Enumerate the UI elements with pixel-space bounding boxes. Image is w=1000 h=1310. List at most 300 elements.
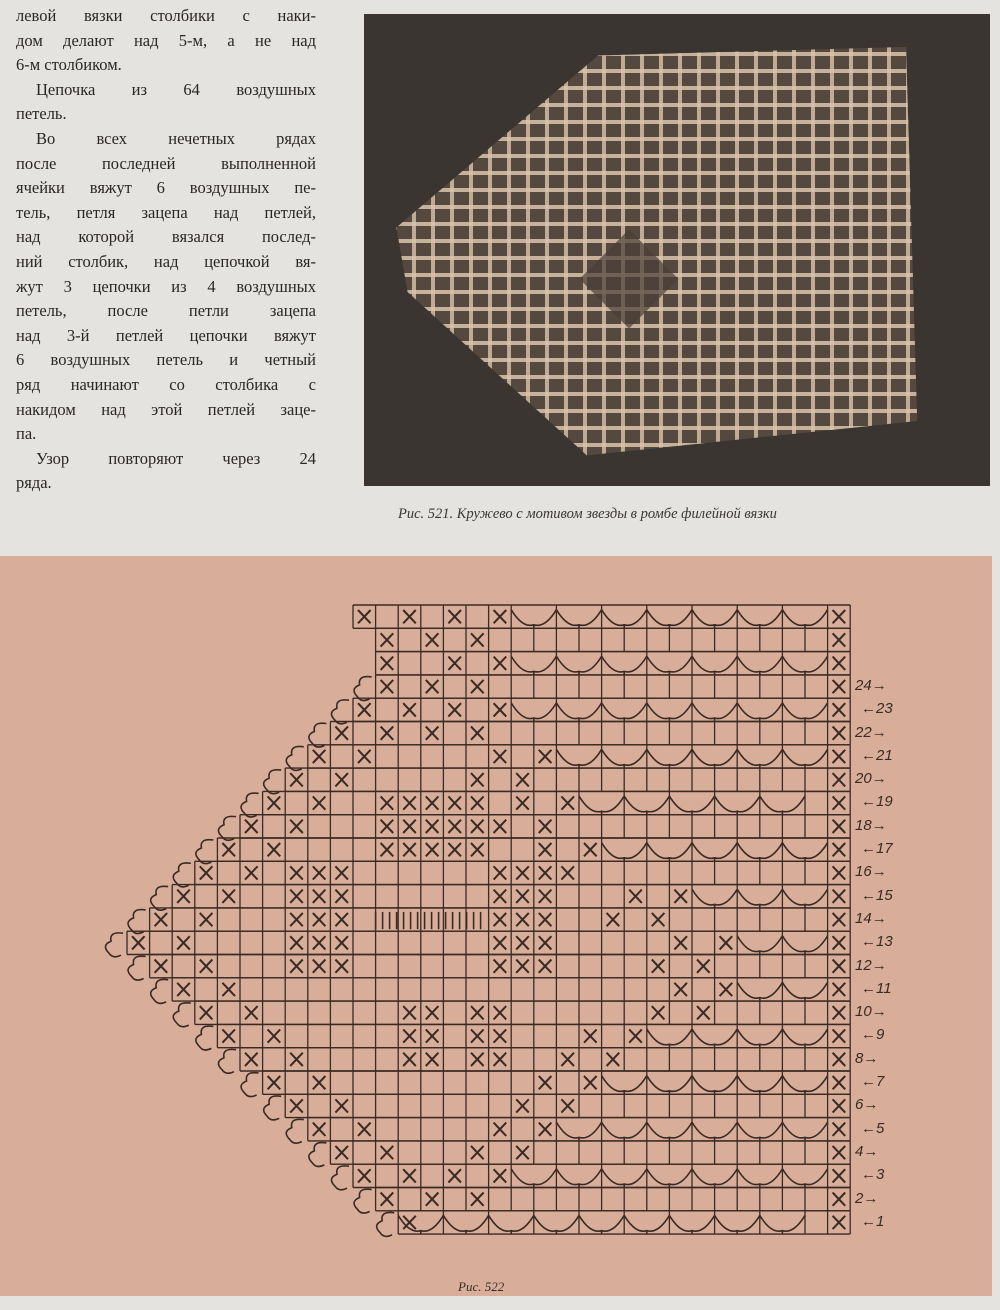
arrow-left-icon: ← — [861, 1073, 876, 1090]
x-stitch-mark — [833, 983, 846, 996]
chain-arc — [692, 610, 737, 629]
x-stitch-mark — [403, 703, 416, 716]
x-stitch-mark — [471, 796, 484, 809]
x-stitch-mark — [516, 890, 529, 903]
x-stitch-mark — [381, 657, 394, 670]
arrow-right-icon: → — [863, 1189, 879, 1207]
picot-scallop — [128, 910, 146, 934]
x-stitch-mark — [313, 936, 326, 949]
row-number: 4 — [855, 1142, 864, 1160]
x-stitch-mark — [494, 960, 507, 973]
arrow-left-icon: ← — [861, 746, 876, 764]
row-label — [855, 1166, 884, 1183]
x-stitch-mark — [471, 633, 484, 646]
x-stitch-mark — [494, 1169, 507, 1182]
x-stitch-mark — [448, 1169, 461, 1182]
x-stitch-mark — [222, 983, 235, 996]
chain-arc — [556, 703, 601, 722]
picot-scallop — [264, 1096, 282, 1120]
x-stitch-mark — [539, 1123, 552, 1136]
row-label — [855, 677, 887, 694]
row-number: 6 — [855, 1096, 864, 1114]
chain-arc — [556, 1122, 601, 1141]
x-stitch-mark — [833, 1123, 846, 1136]
x-stitch-mark — [471, 680, 484, 693]
chain-arc — [737, 656, 782, 675]
chain-arc — [737, 1169, 782, 1188]
x-stitch-mark — [268, 796, 281, 809]
x-stitch-mark — [833, 750, 846, 763]
x-stitch-mark — [833, 1169, 846, 1182]
x-stitch-mark — [403, 1029, 416, 1042]
chain-arc — [782, 936, 827, 955]
lace-photo — [364, 14, 990, 486]
text-line: Во всех нечетных рядах — [36, 128, 316, 148]
picot-scallop — [173, 863, 191, 887]
x-stitch-mark — [471, 1053, 484, 1066]
x-stitch-mark — [335, 936, 348, 949]
arrow-left-icon: ← — [861, 700, 876, 718]
body-text — [16, 4, 316, 496]
x-stitch-mark — [539, 1076, 552, 1089]
row-number: 8 — [855, 1049, 864, 1067]
x-stitch-mark — [539, 750, 552, 763]
x-stitch-mark — [381, 1146, 394, 1159]
chain-arc — [511, 703, 556, 722]
x-stitch-mark — [833, 727, 846, 740]
row-label — [855, 1073, 884, 1090]
x-stitch-mark — [290, 1099, 303, 1112]
row-number: 3 — [876, 1166, 885, 1184]
x-stitch-mark — [358, 1123, 371, 1136]
text-line: левой вязки столбики с наки- — [16, 6, 316, 25]
chain-arc — [579, 796, 624, 815]
row-label — [855, 817, 887, 834]
text-line: ячейки вяжут 6 воздушных пе- — [16, 178, 316, 198]
arrow-left-icon: ← — [861, 979, 876, 997]
row-number: 14 — [855, 909, 872, 927]
x-stitch-mark — [561, 1053, 574, 1066]
chain-arc — [602, 703, 647, 722]
x-stitch-mark — [426, 820, 439, 833]
x-stitch-mark — [381, 680, 394, 693]
x-stitch-mark — [833, 866, 846, 879]
chain-arc — [647, 1169, 692, 1188]
x-stitch-mark — [494, 866, 507, 879]
x-stitch-mark — [381, 633, 394, 646]
x-stitch-mark — [833, 960, 846, 973]
row-label — [855, 700, 893, 717]
lace-photo-fabric — [374, 34, 934, 464]
x-stitch-mark — [403, 820, 416, 833]
x-stitch-mark — [539, 843, 552, 856]
x-stitch-mark — [833, 773, 846, 786]
chain-arc — [737, 610, 782, 629]
picot-scallop — [173, 1003, 191, 1027]
x-stitch-mark — [426, 680, 439, 693]
chain-arc — [760, 1215, 805, 1234]
chain-arc — [782, 843, 827, 862]
x-stitch-mark — [313, 913, 326, 926]
x-stitch-mark — [177, 890, 190, 903]
row-number: 13 — [876, 933, 893, 951]
chain-arc — [556, 610, 601, 629]
row-label — [855, 1003, 887, 1020]
arrow-left-icon: ← — [861, 1166, 876, 1184]
chain-arc — [602, 656, 647, 675]
picot-scallop — [151, 979, 169, 1003]
arrow-left-icon: ← — [861, 793, 876, 811]
x-stitch-mark — [381, 820, 394, 833]
x-stitch-mark — [539, 936, 552, 949]
x-stitch-mark — [471, 1006, 484, 1019]
row-number: 2 — [855, 1189, 864, 1207]
row-label — [855, 840, 893, 857]
x-stitch-mark — [268, 843, 281, 856]
chain-arc — [782, 889, 827, 908]
x-stitch-mark — [403, 1216, 416, 1229]
row-label — [855, 910, 887, 927]
x-stitch-mark — [290, 936, 303, 949]
row-label — [855, 724, 887, 741]
x-stitch-mark — [381, 727, 394, 740]
arrow-right-icon: → — [871, 770, 887, 788]
x-stitch-mark — [833, 1099, 846, 1112]
x-stitch-mark — [494, 936, 507, 949]
x-stitch-mark — [720, 983, 733, 996]
x-stitch-mark — [358, 1169, 371, 1182]
picot-scallop — [354, 1189, 372, 1213]
x-stitch-mark — [313, 1123, 326, 1136]
x-stitch-mark — [358, 703, 371, 716]
arrow-left-icon: ← — [861, 1212, 876, 1230]
x-stitch-mark — [290, 820, 303, 833]
x-stitch-mark — [245, 1053, 258, 1066]
x-stitch-mark — [833, 610, 846, 623]
chain-arc — [737, 749, 782, 768]
text-line: ний столбик, над цепочкой вя- — [16, 251, 316, 271]
x-stitch-mark — [607, 913, 620, 926]
text-line: над которой вязался послед- — [16, 227, 316, 247]
x-stitch-mark — [471, 1146, 484, 1159]
x-stitch-mark — [720, 936, 733, 949]
chain-arc — [782, 982, 827, 1001]
chain-arc — [692, 843, 737, 862]
x-stitch-mark — [833, 680, 846, 693]
x-stitch-mark — [833, 1146, 846, 1159]
chain-arc — [782, 1169, 827, 1188]
row-label — [855, 887, 893, 904]
x-stitch-mark — [607, 1053, 620, 1066]
chain-arc — [692, 703, 737, 722]
x-stitch-mark — [448, 610, 461, 623]
row-number: 1 — [876, 1212, 885, 1230]
row-number: 20 — [855, 770, 872, 788]
text-line: 6-м столбиком. — [16, 55, 122, 75]
text-line: ряд начинают со столбика с — [16, 374, 316, 394]
arrow-right-icon: → — [871, 816, 887, 834]
x-stitch-mark — [494, 890, 507, 903]
chain-arc — [534, 1215, 579, 1234]
picot-scallop — [128, 956, 146, 980]
picot-scallop — [331, 700, 349, 724]
x-stitch-mark — [313, 960, 326, 973]
picot-scallop — [331, 1166, 349, 1190]
x-stitch-mark — [448, 820, 461, 833]
x-stitch-mark — [561, 796, 574, 809]
x-stitch-mark — [448, 657, 461, 670]
x-stitch-mark — [539, 890, 552, 903]
row-label — [855, 747, 893, 764]
x-stitch-mark — [516, 773, 529, 786]
x-stitch-mark — [471, 843, 484, 856]
x-stitch-mark — [313, 796, 326, 809]
chain-arc — [715, 796, 760, 815]
x-stitch-mark — [471, 820, 484, 833]
picot-scallop — [196, 840, 214, 864]
x-stitch-mark — [155, 960, 168, 973]
x-stitch-mark — [290, 960, 303, 973]
chain-arc — [647, 1029, 692, 1048]
row-label — [855, 980, 892, 997]
arrow-left-icon: ← — [861, 886, 876, 904]
chain-arc — [737, 982, 782, 1001]
chain-arc — [715, 1215, 760, 1234]
row-label — [855, 1050, 878, 1067]
x-stitch-mark — [335, 913, 348, 926]
chain-arc — [511, 656, 556, 675]
x-stitch-mark — [403, 1006, 416, 1019]
chain-arc — [556, 656, 601, 675]
row-number: 18 — [855, 816, 872, 834]
x-stitch-mark — [200, 960, 213, 973]
chain-arc — [669, 1215, 714, 1234]
picot-scallop — [309, 723, 327, 747]
row-number: 24 — [855, 676, 872, 694]
chain-arc — [647, 610, 692, 629]
x-stitch-mark — [652, 913, 665, 926]
chain-arc — [602, 749, 647, 768]
x-stitch-mark — [652, 960, 665, 973]
text-line: Цепочка из 64 воздушных — [36, 79, 316, 99]
x-stitch-mark — [222, 890, 235, 903]
chain-arc — [602, 1122, 647, 1141]
text-line: тель, петля зацепа над петлей, — [16, 202, 316, 222]
chain-arc — [737, 703, 782, 722]
x-stitch-mark — [358, 610, 371, 623]
x-stitch-mark — [494, 610, 507, 623]
picot-scallop — [196, 1026, 214, 1050]
arrow-right-icon: → — [871, 863, 887, 881]
x-stitch-mark — [516, 913, 529, 926]
text-line: петель. — [16, 104, 67, 124]
picot-scallop — [264, 770, 282, 794]
chain-arc — [647, 843, 692, 862]
row-number: 12 — [855, 956, 872, 974]
row-number: 16 — [855, 863, 872, 881]
x-stitch-mark — [448, 843, 461, 856]
chain-arc — [692, 1122, 737, 1141]
x-stitch-mark — [833, 1006, 846, 1019]
figure-521-caption: Рис. 521. Кружево с мотивом звезды в ромбе филейной вязки — [398, 506, 777, 522]
figure-522-caption: Рис. 522 — [458, 1279, 505, 1294]
chain-arc — [737, 936, 782, 955]
x-stitch-mark — [200, 1006, 213, 1019]
row-label — [855, 863, 887, 880]
chain-arc — [782, 703, 827, 722]
x-stitch-mark — [290, 1053, 303, 1066]
text-line: ряда. — [16, 473, 52, 493]
x-stitch-mark — [833, 1029, 846, 1042]
x-stitch-mark — [426, 796, 439, 809]
picot-scallop — [151, 886, 169, 910]
x-stitch-mark — [222, 843, 235, 856]
row-label — [855, 933, 893, 950]
x-stitch-mark — [516, 1099, 529, 1112]
x-stitch-mark — [155, 913, 168, 926]
x-stitch-mark — [471, 1193, 484, 1206]
row-label — [855, 1026, 884, 1043]
picot-scallop — [286, 746, 304, 770]
x-stitch-mark — [358, 750, 371, 763]
row-label — [855, 1213, 884, 1230]
chain-arc — [579, 1215, 624, 1234]
chain-arc — [624, 1215, 669, 1234]
x-stitch-mark — [426, 1029, 439, 1042]
chain-arc — [692, 1076, 737, 1095]
x-stitch-mark — [313, 890, 326, 903]
x-stitch-mark — [381, 843, 394, 856]
arrow-left-icon: ← — [861, 1119, 876, 1137]
x-stitch-mark — [833, 1053, 846, 1066]
x-stitch-mark — [471, 727, 484, 740]
x-stitch-mark — [516, 960, 529, 973]
arrow-left-icon: ← — [861, 1026, 876, 1044]
x-stitch-mark — [516, 866, 529, 879]
x-stitch-mark — [494, 1123, 507, 1136]
chain-arc — [737, 889, 782, 908]
x-stitch-mark — [584, 1076, 597, 1089]
picot-scallop — [105, 933, 123, 957]
x-stitch-mark — [494, 1029, 507, 1042]
chain-arc — [556, 749, 601, 768]
chain-arc — [489, 1215, 534, 1234]
row-number: 15 — [876, 886, 893, 904]
row-label — [855, 1143, 878, 1160]
row-number: 22 — [855, 723, 872, 741]
x-stitch-mark — [245, 866, 258, 879]
x-stitch-mark — [426, 727, 439, 740]
x-stitch-mark — [539, 820, 552, 833]
chain-arc — [692, 656, 737, 675]
x-stitch-mark — [448, 703, 461, 716]
picot-scallop — [218, 1049, 236, 1073]
arrow-left-icon: ← — [861, 933, 876, 951]
x-stitch-mark — [516, 796, 529, 809]
text-line: дом делают над 5-м, а не над — [16, 30, 316, 50]
chain-arc — [737, 1122, 782, 1141]
x-stitch-mark — [539, 913, 552, 926]
row-number: 11 — [876, 979, 892, 997]
row-number: 17 — [876, 840, 893, 857]
x-stitch-mark — [561, 866, 574, 879]
x-stitch-mark — [833, 796, 846, 809]
x-stitch-mark — [335, 1099, 348, 1112]
x-stitch-mark — [833, 1193, 846, 1206]
row-label — [855, 1096, 878, 1113]
row-label — [855, 957, 887, 974]
chain-arc — [692, 749, 737, 768]
x-stitch-mark — [539, 960, 552, 973]
chain-arc — [556, 1169, 601, 1188]
x-stitch-mark — [403, 1169, 416, 1182]
chain-arc — [602, 843, 647, 862]
text-line: накидом над этой петлей заце- — [16, 399, 316, 419]
picot-scallop — [241, 1073, 259, 1097]
picot-scallop — [241, 793, 259, 817]
x-stitch-mark — [471, 773, 484, 786]
chain-arc — [624, 796, 669, 815]
text-line: после последней выполненной — [16, 153, 316, 173]
x-stitch-mark — [471, 1029, 484, 1042]
text-line: па. — [16, 424, 37, 444]
picot-scallop — [218, 816, 236, 840]
x-stitch-mark — [539, 866, 552, 879]
chain-arc — [737, 1029, 782, 1048]
text-line: 6 воздушных петель и четный — [16, 350, 316, 370]
x-stitch-mark — [629, 890, 642, 903]
x-stitch-mark — [268, 1029, 281, 1042]
chain-arc — [511, 1169, 556, 1188]
x-stitch-mark — [674, 890, 687, 903]
chain-arc — [443, 1215, 488, 1234]
x-stitch-mark — [403, 610, 416, 623]
x-stitch-mark — [426, 633, 439, 646]
x-stitch-mark — [584, 843, 597, 856]
x-stitch-mark — [494, 750, 507, 763]
x-stitch-mark — [697, 960, 710, 973]
chain-arc — [782, 1122, 827, 1141]
text-line: над 3-й петлей цепочки вяжут — [16, 325, 316, 345]
x-stitch-mark — [222, 1029, 235, 1042]
x-stitch-mark — [584, 1029, 597, 1042]
chain-arc — [782, 1029, 827, 1048]
chain-arc — [782, 610, 827, 629]
row-number: 7 — [876, 1073, 885, 1090]
x-stitch-mark — [290, 773, 303, 786]
x-stitch-mark — [381, 1193, 394, 1206]
x-stitch-mark — [132, 936, 145, 949]
row-number: 21 — [876, 746, 893, 764]
row-label — [855, 770, 887, 787]
x-stitch-mark — [335, 866, 348, 879]
x-stitch-mark — [494, 1053, 507, 1066]
x-stitch-mark — [200, 866, 213, 879]
chain-arc — [647, 1076, 692, 1095]
text-line: жут 3 цепочки из 4 воздушных — [16, 276, 316, 296]
x-stitch-mark — [494, 1006, 507, 1019]
chain-arc — [782, 656, 827, 675]
text-line: Узор повторяют через 24 — [36, 448, 316, 468]
x-stitch-mark — [833, 1216, 846, 1229]
arrow-right-icon: → — [863, 1096, 879, 1114]
x-stitch-mark — [335, 773, 348, 786]
x-stitch-mark — [200, 913, 213, 926]
crochet-grid — [0, 556, 992, 1296]
chain-arc — [647, 1122, 692, 1141]
picot-scallop — [286, 1119, 304, 1143]
x-stitch-mark — [494, 820, 507, 833]
